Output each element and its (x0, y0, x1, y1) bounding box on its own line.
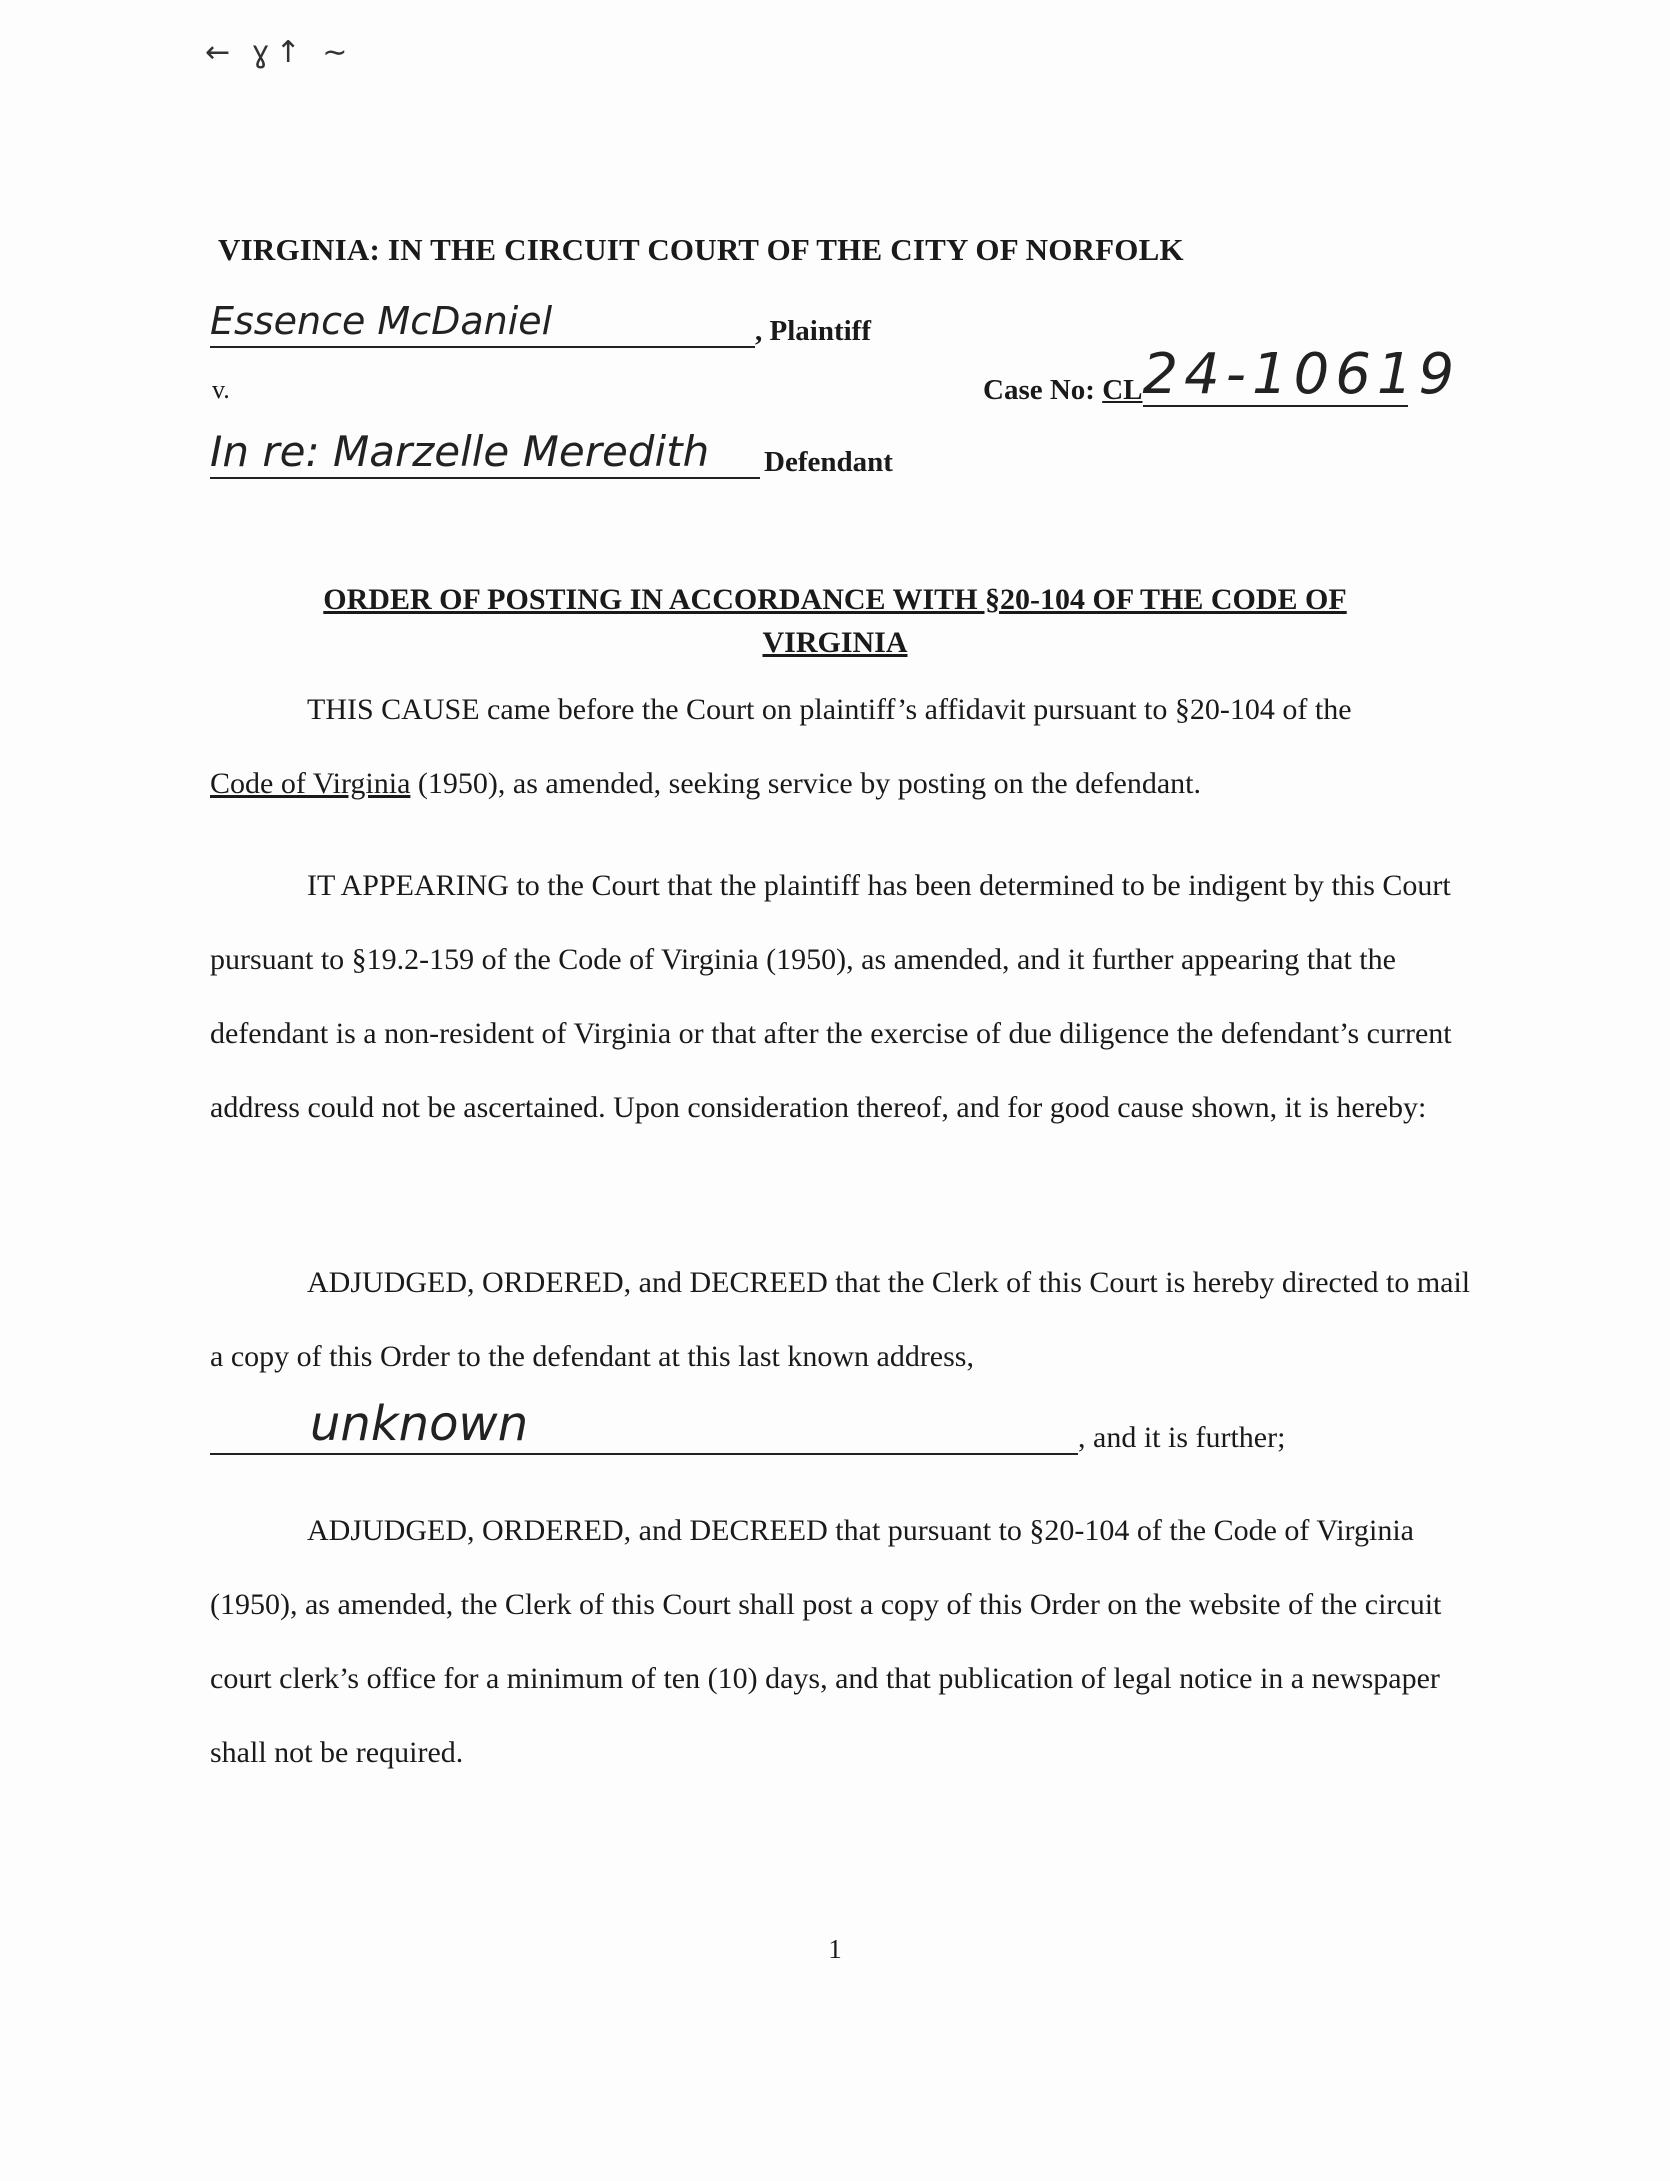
case-number-prefix: CL (1102, 374, 1143, 406)
plaintiff-name: Essence McDaniel (210, 296, 755, 348)
paragraph-this-cause-rest: (1950), as amended, seeking service by posting on the defendant. (410, 767, 1202, 800)
page-number: 1 (828, 1934, 842, 1964)
paragraph-this-cause (210, 673, 1480, 821)
paragraph-this-cause-line1: THIS CAUSE came before the Court on plaintiff’s affidavit pursuant to §20-104 of the (307, 693, 1352, 726)
paragraph-this-cause-line2 (210, 747, 1480, 821)
case-number-value: 24-10619 (1142, 342, 1461, 407)
case-number-block (983, 342, 1461, 407)
address-suffix: , and it is further; (1078, 1421, 1286, 1454)
order-title (200, 578, 1470, 664)
defendant-label: Defendant (764, 446, 893, 478)
order-title-line1: ORDER OF POSTING IN ACCORDANCE WITH §20-104 OF THE CODE OF (323, 583, 1347, 616)
case-number-label: Case No: (983, 374, 1103, 406)
defendant-line (210, 427, 893, 479)
paragraph-mail-order: ADJUDGED, ORDERED, and DECREED that the Clerk of this Court is hereby directed to mail a copy of this Order to the defendant at this last known address, (210, 1266, 1471, 1373)
paragraph-it-appearing: IT APPEARING to the Court that the plaintiff has been determined to be indigent by this Court pursuant to §19.2-159 of the Code of Virginia (1950), as amended, and it further appearing that the defendant is a non-resident of Virginia or that after the exercise of due diligence the defendant’s current address could not be ascertained. Upon consideration thereof, and for good cause shown, it is hereby: (210, 869, 1452, 1124)
order-title-line2: VIRGINIA (762, 626, 908, 659)
versus-label: v. (212, 375, 230, 404)
margin-scribble: ← ɣ↑ ∼ (205, 35, 354, 70)
last-known-address (210, 1395, 1078, 1455)
last-known-address-value: unknown (310, 1396, 529, 1452)
code-of-virginia-citation: Code of Virginia (210, 767, 411, 800)
plaintiff-label: , Plaintiff (755, 315, 871, 347)
plaintiff-line (210, 296, 871, 348)
court-header: VIRGINIA: IN THE CIRCUIT COURT OF THE CITY OF NORFOLK (218, 232, 1184, 267)
defendant-name: In re: Marzelle Meredith (210, 427, 760, 479)
paragraph-posting: ADJUDGED, ORDERED, and DECREED that pursuant to §20-104 of the Code of Virginia (1950), as amended, the Clerk of this Court shall post a copy of this Order on the website of the circuit court clerk’s office for a minimum of ten (10) days, and that publication of legal notice in a newspaper shall not be required. (210, 1514, 1442, 1769)
address-line (210, 1395, 1285, 1455)
